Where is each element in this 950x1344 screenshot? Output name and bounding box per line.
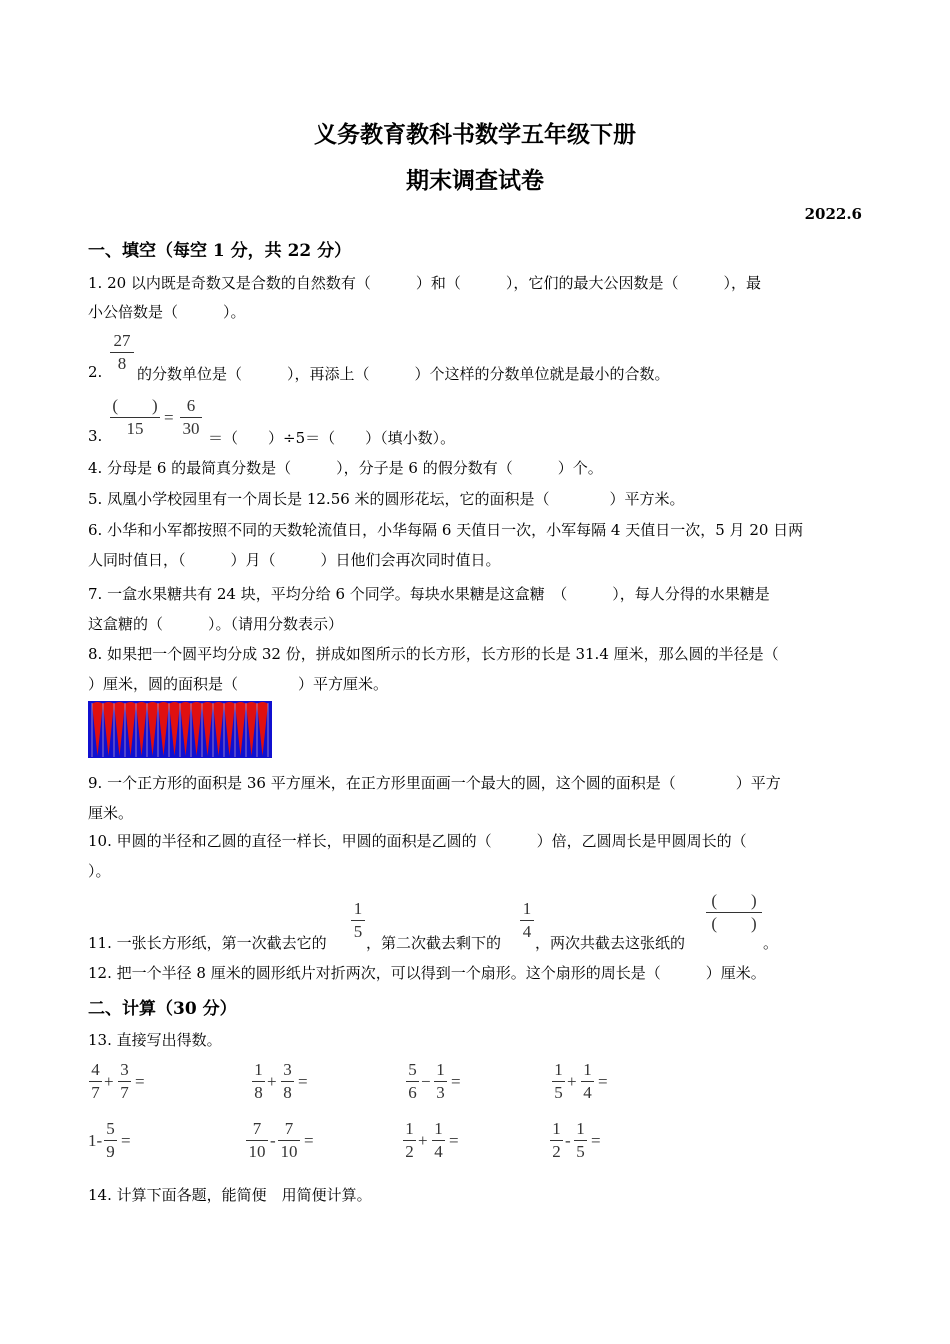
fraction: [104, 1120, 117, 1160]
fraction-denominator: 2: [405, 1142, 414, 1161]
fraction: [552, 1061, 565, 1101]
fraction-numerator: 5: [106, 1119, 115, 1138]
question-4: 4. 分母是 6 的最简真分数是（ ），分子是 6 的假分数有（ ）个。: [88, 459, 603, 477]
fraction-numerator: ( ): [711, 891, 757, 910]
equals-sign: =: [135, 1072, 145, 1091]
fraction-numerator: 1: [254, 1060, 263, 1079]
section-heading-fill-in: 一、填空（每空 1 分，共 22 分）: [88, 241, 352, 261]
question-9-line-2: 厘米。: [88, 804, 134, 822]
question-1-line-1: 1. 20 以内既是奇数又是合数的自然数有（ ）和（ ），它们的最大公因数是（ ），最: [88, 274, 761, 292]
fraction-denominator: 7: [120, 1083, 129, 1102]
fraction-numerator: 6: [186, 396, 196, 415]
fraction: [118, 1061, 131, 1101]
question-3-text: ＝（ ）÷5＝（ ）（填小数）。: [208, 429, 456, 447]
equals-sign: =: [164, 408, 174, 427]
question-2-fraction: [110, 332, 134, 372]
equals-sign: =: [598, 1072, 608, 1091]
question-10-line-1: 10. 甲圆的半径和乙圆的直径一样长，甲圆的面积是乙圆的（ ）倍，乙圆周长是甲圆周长的（: [88, 832, 747, 850]
fraction: [252, 1061, 265, 1101]
fraction: [246, 1120, 268, 1160]
fraction-denominator: 30: [182, 419, 200, 438]
fraction: [403, 1120, 416, 1160]
question-9-line-1: 9. 一个正方形的面积是 36 平方厘米，在正方形里面画一个最大的圆，这个圆的面积是（ ）平方: [88, 774, 781, 792]
question-8-line-2: ）厘米，圆的面积是（ ）平方厘米。: [88, 675, 389, 693]
fraction: [281, 1061, 294, 1101]
equals-sign: =: [298, 1072, 308, 1091]
fraction-numerator: 1: [554, 1060, 563, 1079]
page-subtitle: 期末调查试卷: [406, 167, 544, 194]
fraction-numerator: 1: [436, 1060, 445, 1079]
fraction: [89, 1061, 102, 1101]
question-11-fraction-1: [351, 900, 365, 940]
question-3-label: 3.: [88, 427, 103, 445]
operator: -: [270, 1131, 276, 1150]
question-5: 5. 凤凰小学校园里有一个周长是 12.56 米的圆形花坛，它的面积是（ ）平方米。: [88, 490, 685, 508]
question-11-part-2: ，第二次截去剩下的: [366, 934, 502, 952]
question-8-line-1: 8. 如果把一个圆平均分成 32 份，拼成如图所示的长方形，长方形的长是 31.4 厘米，那么圆的半径是（: [88, 645, 779, 663]
fraction-numerator: 3: [283, 1060, 292, 1079]
question-11-fraction-blank: [706, 892, 762, 932]
question-7-line-1: 7. 一盒水果糖共有 24 块，平均分给 6 个同学。每块水果糖是这盒糖 （ ），每人分得的水果糖是: [88, 585, 770, 603]
fraction-denominator: 8: [117, 354, 127, 373]
fraction-denominator: 9: [106, 1142, 115, 1161]
fraction-numerator: 27: [113, 331, 131, 350]
fraction-numerator: ( ): [112, 396, 158, 415]
fraction: [550, 1120, 563, 1160]
operator: +: [567, 1072, 577, 1091]
fraction-denominator: 4: [522, 922, 532, 941]
equals-sign: =: [591, 1131, 601, 1150]
equals-sign: =: [121, 1131, 131, 1150]
question-13: 13. 直接写出得数。: [88, 1031, 222, 1049]
fraction-numerator: 4: [91, 1060, 100, 1079]
question-14: 14. 计算下面各题，能简便 用简便计算。: [88, 1186, 372, 1204]
question-11-part-3: ，两次共截去这张纸的: [535, 934, 686, 952]
question-1-line-2: 小公倍数是（ ）。: [88, 303, 246, 321]
fraction-denominator: 4: [583, 1083, 592, 1102]
question-6-line-1: 6. 小华和小军都按照不同的天数轮流值日，小华每隔 6 天值日一次，小军每隔 4 天值日一次，5 月 20 日两: [88, 521, 804, 539]
fraction-denominator: 15: [126, 419, 144, 438]
fraction-denominator: 10: [280, 1142, 298, 1161]
question-3-fraction-blank: [110, 397, 160, 437]
fraction-denominator: 5: [576, 1142, 585, 1161]
fraction-numerator: 1: [583, 1060, 592, 1079]
fraction: [574, 1120, 587, 1160]
question-7-line-2: 这盒糖的（ ）。（请用分数表示）: [88, 615, 344, 633]
fraction-numerator: 7: [252, 1119, 262, 1138]
fraction-numerator: 5: [408, 1060, 417, 1079]
operator: -: [565, 1131, 571, 1150]
exam-date: 2022.6: [804, 205, 862, 223]
fraction-denominator: 6: [408, 1083, 417, 1102]
circle-to-rectangle-figure: [88, 701, 272, 758]
fraction-denominator: 10: [248, 1142, 266, 1161]
fraction-numerator: 1: [353, 899, 363, 918]
equals-sign: =: [451, 1072, 461, 1091]
operator: −: [421, 1072, 431, 1091]
fraction-denominator: ( ): [711, 914, 757, 933]
fraction-numerator: 7: [284, 1119, 294, 1138]
fraction: [278, 1120, 300, 1160]
fraction-denominator: 7: [91, 1083, 100, 1102]
page-title: 义务教育教科书数学五年级下册: [314, 121, 636, 148]
fraction-numerator: 1: [552, 1119, 561, 1138]
fraction: [432, 1120, 445, 1160]
fraction-numerator: 1: [576, 1119, 585, 1138]
fraction-denominator: 5: [353, 922, 363, 941]
question-11-part-4: 。: [763, 934, 779, 952]
operator: +: [418, 1131, 428, 1150]
question-11-fraction-2: [520, 900, 534, 940]
question-3-fraction: [180, 397, 202, 437]
question-6-line-2: 人同时值日，（ ）月（ ）日他们会再次同时值日。: [88, 551, 501, 569]
fraction-denominator: 2: [552, 1142, 561, 1161]
fraction: [406, 1061, 419, 1101]
question-2-text: 的分数单位是（ ），再添上（ ）个这样的分数单位就是最小的合数。: [137, 365, 670, 383]
question-12: 12. 把一个半径 8 厘米的圆形纸片对折两次，可以得到一个扇形。这个扇形的周长是（ ）厘米。: [88, 964, 766, 982]
fraction: [434, 1061, 447, 1101]
fraction-numerator: 1: [434, 1119, 443, 1138]
operator: +: [267, 1072, 277, 1091]
question-2-label: 2.: [88, 363, 103, 381]
fraction-numerator: 3: [120, 1060, 129, 1079]
fraction-denominator: 8: [283, 1083, 292, 1102]
fraction-denominator: 4: [434, 1142, 443, 1161]
section-heading-calculation: 二、计算（30 分）: [88, 999, 237, 1019]
fraction-numerator: 1: [405, 1119, 414, 1138]
fraction-denominator: 5: [554, 1083, 563, 1102]
question-10-line-2: ）。: [88, 862, 111, 880]
operator: +: [104, 1072, 114, 1091]
fraction-denominator: 3: [436, 1083, 445, 1102]
equals-sign: =: [304, 1131, 314, 1150]
fraction-numerator: 1: [522, 899, 532, 918]
lead-term: 1-: [88, 1131, 103, 1150]
question-11-part-1: 11. 一张长方形纸，第一次截去它的: [88, 934, 327, 952]
fraction-denominator: 8: [254, 1083, 263, 1102]
fraction: [581, 1061, 594, 1101]
equals-sign: =: [449, 1131, 459, 1150]
